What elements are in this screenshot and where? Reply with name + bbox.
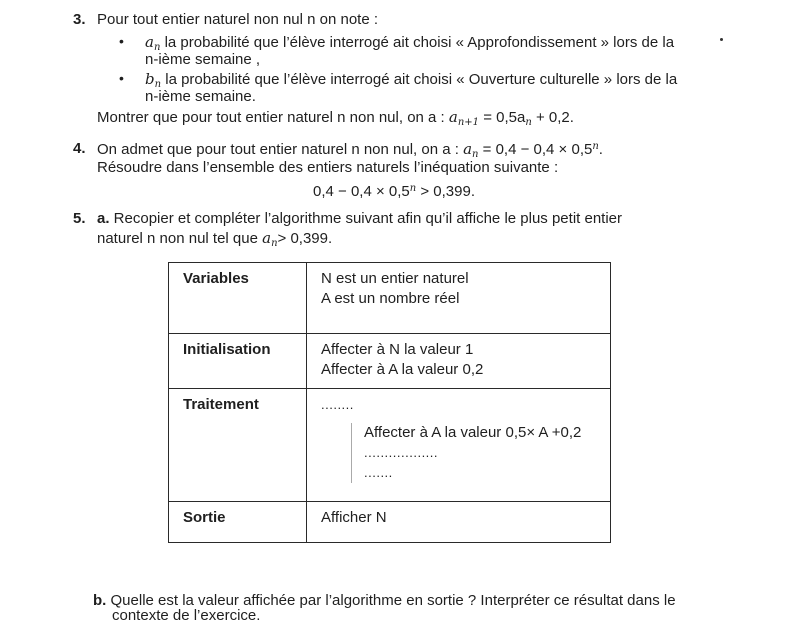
q5a-a-sub: n (271, 238, 278, 249)
q3-formula-sub2: n (525, 117, 532, 128)
q5a-line2 (97, 229, 332, 248)
q5a-line2-start: naturel n non nul tel que (97, 230, 263, 247)
q4-formula-end: . (598, 141, 603, 158)
algo-content-sortie (307, 502, 611, 543)
algo-label-initialisation: Initialisation (169, 334, 307, 389)
q3-show-text: Montrer que pour tout entier naturel n non nul, on a : (97, 109, 449, 126)
q3-bullet-1-text: la probabilité que l’élève interrogé ait choisi « Approfondissement » lors de la (160, 34, 675, 51)
algo-variables-line2: A est un nombre réel (321, 290, 460, 307)
algo-sortie-line1: Afficher N (321, 509, 387, 526)
q3-intro: Pour tout entier naturel non nul n on note : (97, 11, 379, 28)
q4-inequation (313, 183, 475, 201)
q4-formula: = 0,4 − 0,4 × 0,5 (478, 141, 593, 158)
b-n-subscript: n (154, 79, 162, 90)
q3-bullet-2-line2: n-ième semaine. (145, 88, 256, 105)
algo-traitement-assign: Affecter à A la valeur 0,5× A +0,2 (364, 424, 582, 441)
algo-label-traitement: Traitement (169, 389, 307, 502)
b-n-symbol: b (145, 70, 155, 88)
bullet-dot-1: • (119, 33, 124, 49)
algo-row-sortie (169, 502, 611, 543)
algo-variables-line1: N est un entier naturel (321, 270, 469, 287)
algo-row-variables (169, 263, 611, 334)
algo-traitement-dots-2: ....... (364, 465, 393, 480)
q4-a-sub: n (472, 149, 479, 160)
q5b-line2: contexte de l’exercice. (112, 607, 261, 624)
q3-number: 3. (73, 11, 86, 28)
q5b-label: b. (93, 592, 107, 609)
algo-init-line2: Affecter à A la valeur 0,2 (321, 361, 484, 378)
q5a-line2-end: > 0,399. (277, 230, 333, 247)
algo-traitement-loop-body (351, 423, 600, 483)
q5-number: 5. (73, 210, 86, 227)
q4-a: a (463, 140, 473, 158)
q3-bullet-2-text: la probabilité que l’élève interrogé ait choisi « Ouverture culturelle » lors de la (161, 71, 678, 88)
q3-formula-mid: = 0,5a (479, 109, 526, 126)
q3-show-line (97, 108, 574, 127)
q5a-line1 (97, 210, 622, 228)
q5a-label: a. (97, 210, 110, 227)
q3-bullet-1 (145, 33, 674, 52)
q5a-text: Recopier et compléter l’algorithme suivant afin qu’il affiche le plus petit entier (109, 210, 623, 227)
q3-bullet-1-line2: n-ième semaine , (145, 51, 261, 68)
algo-content-traitement (307, 389, 611, 502)
stray-dot (720, 38, 723, 41)
algo-content-initialisation (307, 334, 611, 389)
algorithm-table (168, 262, 611, 543)
q3-bullet-2 (145, 70, 677, 89)
bullet-dot-2: • (119, 70, 124, 86)
q4-ineq-start: 0,4 − 0,4 × 0,5 (313, 183, 410, 200)
q3-formula-sub1: n+1 (457, 117, 480, 128)
q5b-text: Quelle est la valeur affichée par l’algorithme en sortie ? Interpréter ce résultat dans le (106, 592, 676, 609)
algo-traitement-top-dots: ........ (321, 397, 354, 412)
q4-number: 4. (73, 140, 86, 157)
q5a-a: a (262, 229, 272, 247)
algo-traitement-dots-1: .................. (364, 445, 439, 460)
algo-label-variables: Variables (169, 263, 307, 334)
q4-ineq-sup: n (409, 183, 417, 194)
q4-line1 (97, 140, 603, 159)
algo-label-sortie: Sortie (169, 502, 307, 543)
a-n-subscript: n (153, 42, 161, 53)
q4-formula-sup: n (592, 141, 599, 152)
q3-formula-end: + 0,2. (531, 109, 574, 126)
q4-line1-text: On admet que pour tout entier naturel n non nul, on a : (97, 141, 464, 158)
q4-ineq-end: > 0,399. (416, 183, 476, 200)
q3-formula-a: a (448, 108, 458, 126)
a-n-symbol: a (145, 33, 154, 51)
algo-row-traitement (169, 389, 611, 502)
q4-line2: Résoudre dans l’ensemble des entiers naturels l’inéquation suivante : (97, 159, 559, 176)
algo-init-line1: Affecter à N la valeur 1 (321, 341, 474, 358)
algo-content-variables (307, 263, 611, 334)
algo-row-initialisation (169, 334, 611, 389)
